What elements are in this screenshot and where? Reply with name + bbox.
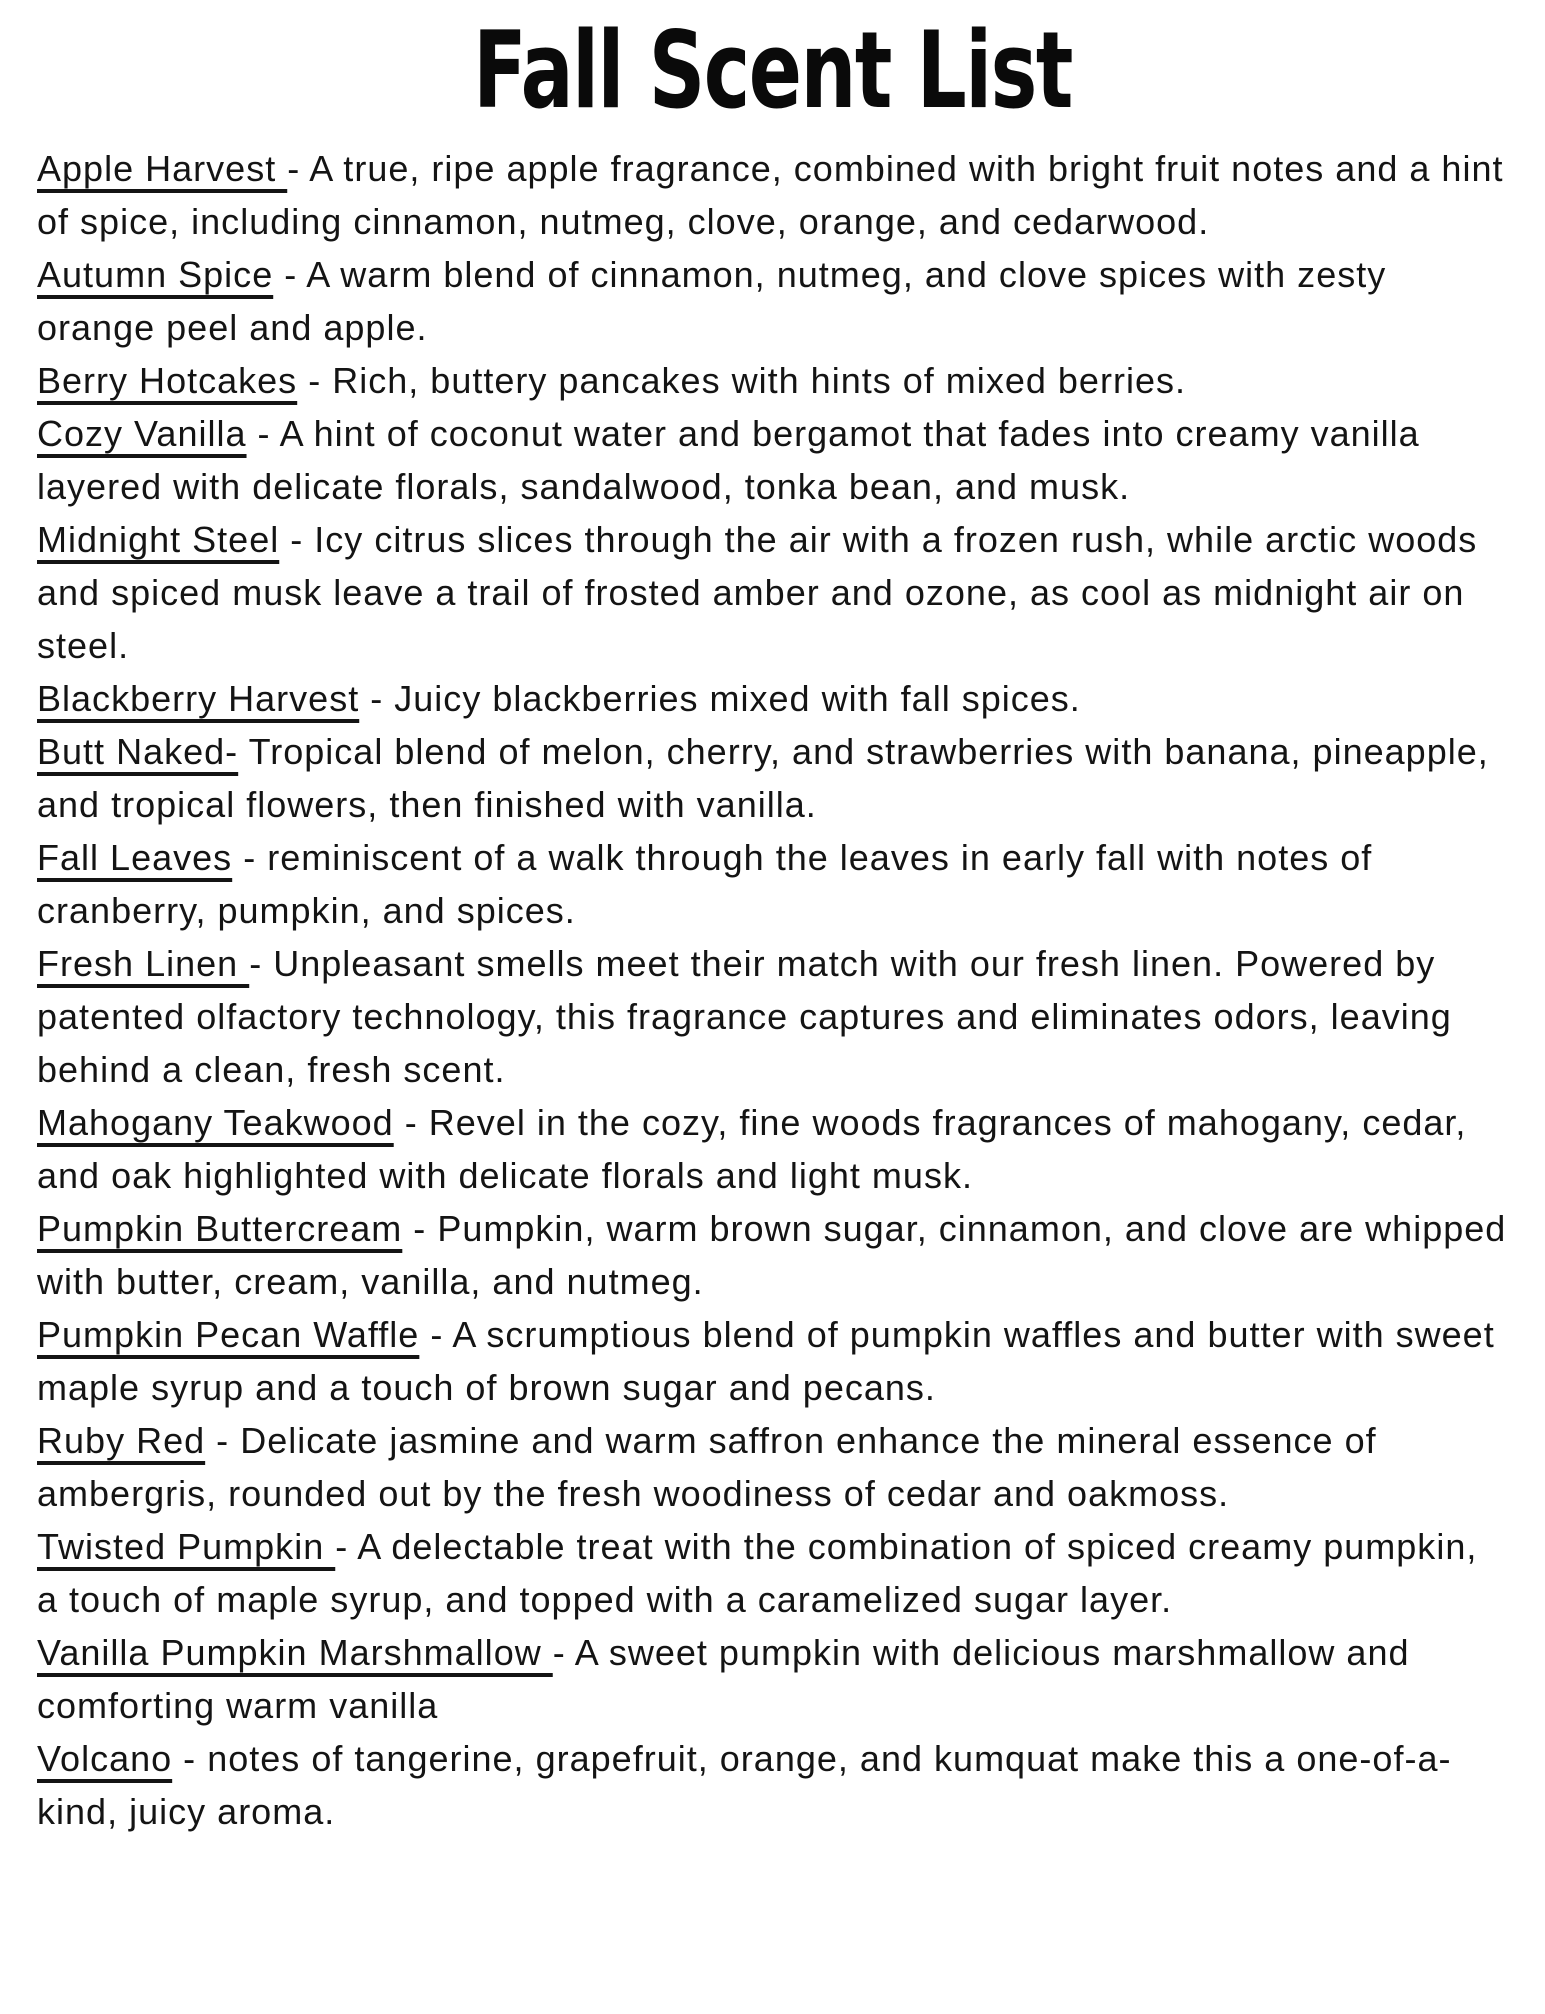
scent-entry-mahogany-teakwood (37, 1096, 1508, 1202)
scent-name: Blackberry Harvest (37, 678, 360, 720)
scent-description: notes of tangerine, grapefruit, orange, and kumquat make this a one-of-a-kind, juicy aroma. (37, 1738, 1452, 1833)
scent-entry-volcano (37, 1732, 1508, 1838)
scent-description: A hint of coconut water and bergamot that fades into creamy vanilla layered with delicate florals, sandalwood, tonka bean, and musk. (37, 413, 1420, 508)
page-title: Fall Scent List (473, 9, 1072, 132)
separator: - (335, 1526, 358, 1568)
separator: - (279, 519, 315, 561)
scent-name: Apple Harvest (37, 148, 288, 190)
separator: - (402, 1208, 438, 1250)
scent-description: A scrumptious blend of pumpkin waffles and butter with sweet maple syrup and a touch of brown sugar and pecans. (37, 1314, 1495, 1409)
scent-entry-pumpkin-buttercream (37, 1202, 1508, 1308)
scent-entry-pumpkin-pecan-waffle (37, 1308, 1508, 1414)
scent-entry-cozy-vanilla (37, 407, 1508, 513)
separator: - (246, 413, 280, 455)
scent-description: A warm blend of cinnamon, nutmeg, and clove spices with zesty orange peel and apple. (37, 254, 1387, 349)
scent-entry-berry-hotcakes (37, 354, 1508, 407)
scent-entry-midnight-steel (37, 513, 1508, 672)
separator: - (287, 148, 310, 190)
separator: - (419, 1314, 453, 1356)
scent-description: Revel in the cozy, fine woods fragrances of mahogany, cedar, and oak highlighted with delicate florals and light musk. (37, 1102, 1467, 1197)
separator: - (359, 678, 395, 720)
scent-name: Pumpkin Buttercream (37, 1208, 403, 1250)
scent-description: A true, ripe apple fragrance, combined with bright fruit notes and a hint of spice, including cinnamon, nutmeg, clove, orange, and cedarwood. (37, 148, 1504, 243)
scent-entry-autumn-spice (37, 248, 1508, 354)
scent-description: Tropical blend of melon, cherry, and strawberries with banana, pineapple, and tropical flowers, then finished with vanilla. (37, 731, 1489, 826)
scent-name: Vanilla Pumpkin Marshmallow (37, 1632, 553, 1674)
scent-entry-vanilla-pumpkin-marshmallow (37, 1626, 1508, 1732)
scent-name: Cozy Vanilla (37, 413, 247, 455)
separator (238, 731, 248, 772)
scent-description: Pumpkin, warm brown sugar, cinnamon, and clove are whipped with butter, cream, vanilla, and nutmeg. (37, 1208, 1507, 1303)
scent-list (37, 142, 1508, 1838)
separator: - (552, 1632, 575, 1674)
scent-name: Pumpkin Pecan Waffle (37, 1314, 420, 1356)
scent-name: Twisted Pumpkin (37, 1526, 336, 1568)
scent-entry-fall-leaves (37, 831, 1508, 937)
scent-description: Rich, buttery pancakes with hints of mixed berries. (332, 360, 1186, 402)
scent-name: Mahogany Teakwood (37, 1102, 394, 1144)
scent-description: Juicy blackberries mixed with fall spices. (394, 678, 1081, 720)
scent-name: Fresh Linen (37, 943, 250, 985)
scent-entry-ruby-red (37, 1414, 1508, 1520)
scent-entry-apple-harvest (37, 142, 1508, 248)
scent-name: Butt Naked- (37, 731, 239, 773)
separator: - (172, 1738, 208, 1780)
scent-description: A sweet pumpkin with delicious marshmallow and comforting warm vanilla (37, 1632, 1410, 1727)
separator: - (297, 360, 333, 402)
scent-name: Fall Leaves (37, 837, 233, 879)
scent-name: Ruby Red (37, 1420, 206, 1462)
scent-entry-butt-naked (37, 725, 1508, 831)
scent-name: Autumn Spice (37, 254, 274, 296)
separator: - (249, 943, 274, 985)
separator: - (232, 837, 268, 879)
scent-description: A delectable treat with the combination of spiced creamy pumpkin, a touch of maple syrup, and topped with a caramelized sugar layer. (37, 1526, 1478, 1621)
document-page (0, 9, 1545, 2014)
separator: - (273, 254, 307, 296)
scent-description: Unpleasant smells meet their match with our fresh linen. Powered by patented olfactory technology, this fragrance captures and eliminates odors, leaving behind a clean, fresh scent. (37, 943, 1452, 1091)
scent-description: Icy citrus slices through the air with a frozen rush, while arctic woods and spiced musk leave a trail of frosted amber and ozone, as cool as midnight air on steel. (37, 519, 1478, 667)
scent-description: Delicate jasmine and warm saffron enhance the mineral essence of ambergris, rounded out by the fresh woodiness of cedar and oakmoss. (37, 1420, 1377, 1515)
scent-name: Midnight Steel (37, 519, 280, 561)
scent-entry-fresh-linen (37, 937, 1508, 1096)
scent-name: Berry Hotcakes (37, 360, 298, 402)
scent-description: reminiscent of a walk through the leaves in early fall with notes of cranberry, pumpkin, and spices. (37, 837, 1373, 932)
separator: - (393, 1102, 429, 1144)
scent-entry-blackberry-harvest (37, 672, 1508, 725)
separator: - (205, 1420, 241, 1462)
scent-name: Volcano (37, 1738, 173, 1780)
scent-entry-twisted-pumpkin (37, 1520, 1508, 1626)
